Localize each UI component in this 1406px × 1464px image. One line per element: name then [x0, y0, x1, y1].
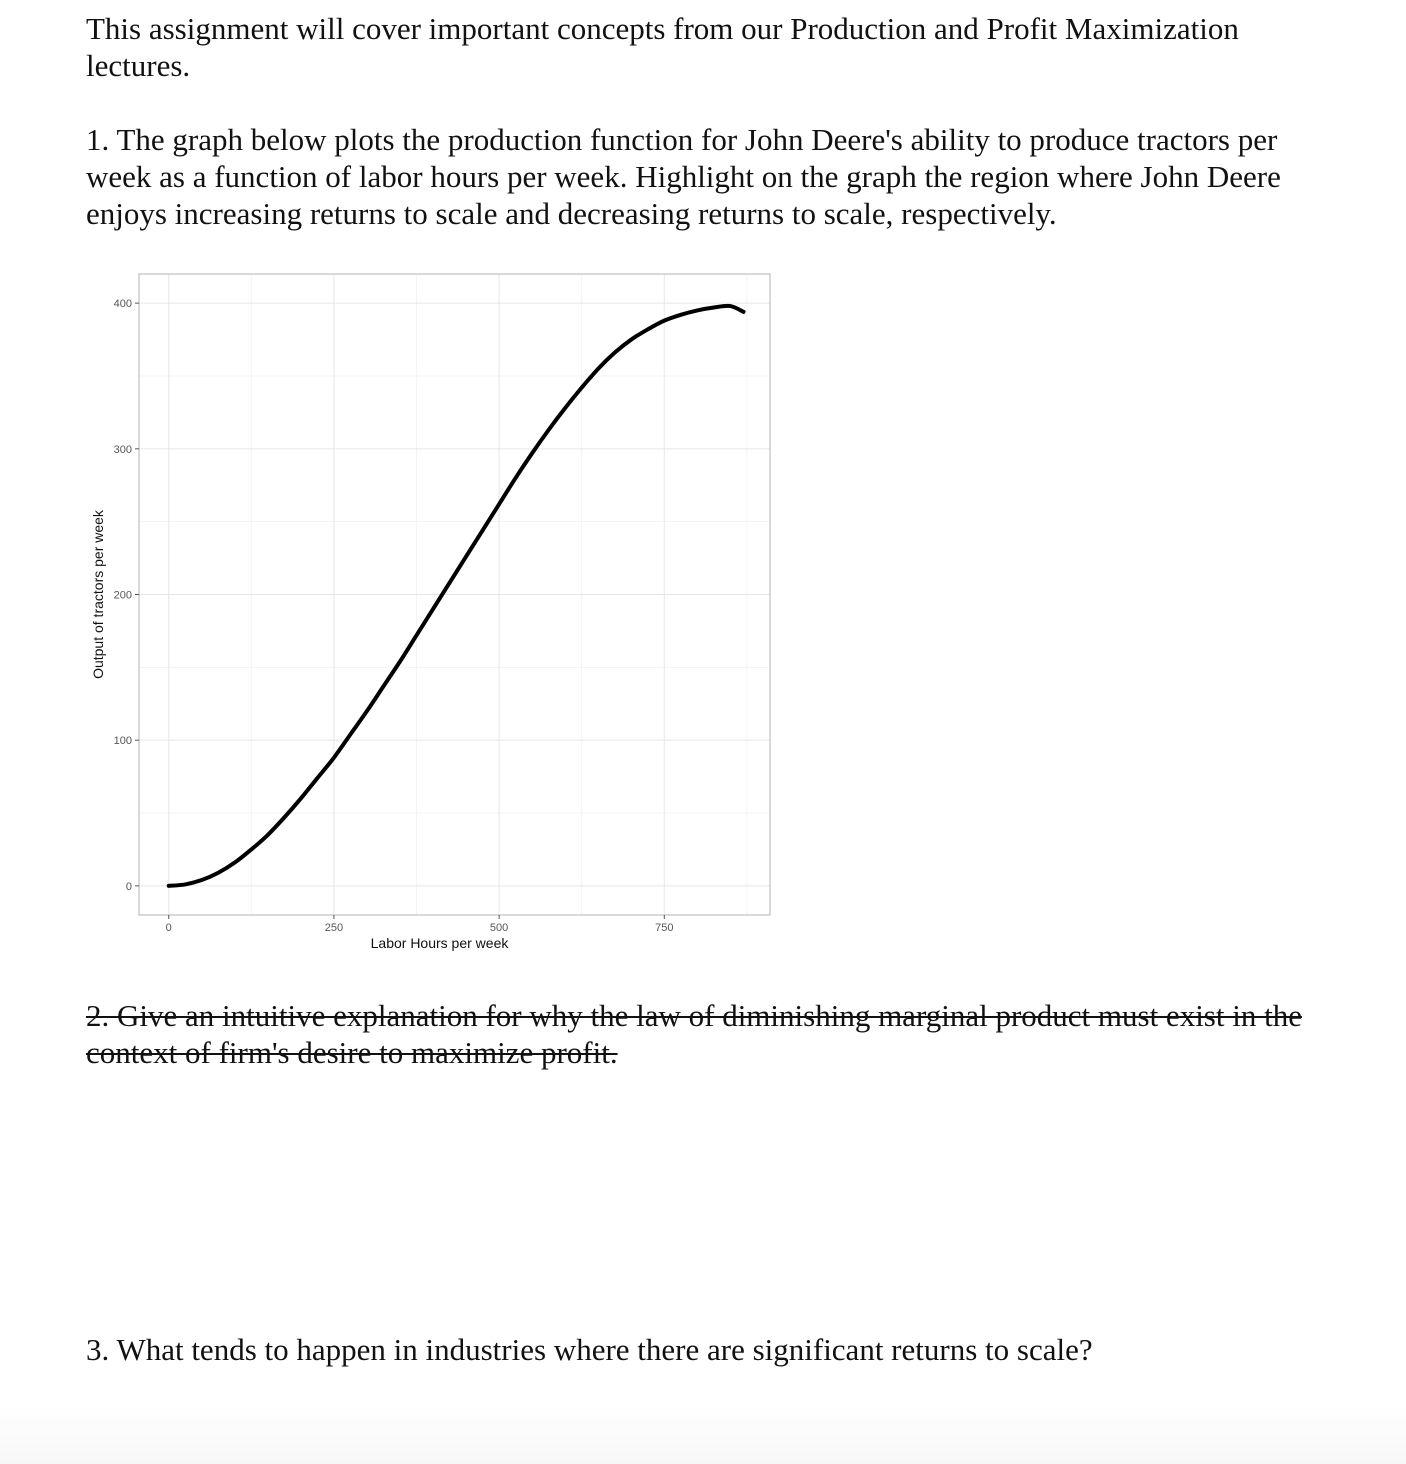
x-tick-label: 750 [655, 922, 674, 934]
x-axis-title: Labor Hours per week [370, 935, 509, 951]
chart-grid [139, 274, 770, 915]
y-tick-label: 400 [113, 298, 132, 311]
production-function-chart [86, 262, 786, 962]
question-1: 1. The graph below plots the production function for John Deere's ability to produce tractors per week as a function of labor hours per week. Highlight on the graph the region where John Deere enjoys increasing returns to scale and decreasing returns to scale, respectively. [86, 122, 1281, 231]
y-axis-title: Output of tractors per week [90, 510, 106, 679]
chart-ticks [114, 298, 674, 934]
intro-text: This assignment will cover important concepts from our Production and Profit Maximization lectures. [86, 11, 1239, 83]
question-2-struck: 2. Give an intuitive explanation for why the law of diminishing marginal product must exist in the context of firm's desire to maximize profit. [86, 998, 1302, 1070]
x-tick-label: 250 [324, 922, 344, 934]
y-tick-label: 300 [113, 443, 132, 456]
y-tick-label: 0 [125, 880, 132, 893]
bottom-fade [0, 1404, 1406, 1464]
y-tick-label: 200 [113, 589, 132, 602]
y-tick-label: 100 [113, 735, 132, 748]
question-3: 3. What tends to happen in industries where there are significant returns to scale? [86, 1332, 1093, 1367]
production-curve [169, 306, 744, 886]
x-tick-label: 0 [165, 922, 172, 934]
x-tick-label: 500 [489, 922, 509, 934]
